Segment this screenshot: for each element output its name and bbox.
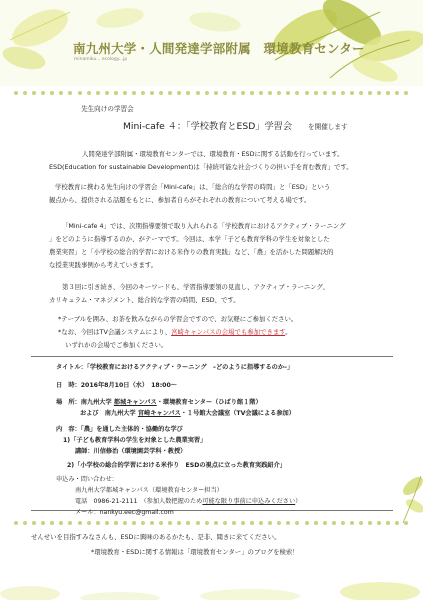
divider-dot (132, 91, 136, 95)
divider-dot (395, 91, 399, 95)
place-a3: ・環境教育センター（ひばり館１階） (156, 399, 262, 406)
divider-dot (68, 91, 72, 95)
divider-dot (14, 521, 18, 525)
detail-content-label: 内 容：「農」を通した主体的・協働的な学び (56, 426, 183, 433)
divider-dot (250, 521, 254, 525)
divider-dot (341, 91, 345, 95)
divider-dot (259, 521, 263, 525)
paragraph-3-line-4: な授業実践事例から考えていきます。 (49, 261, 158, 269)
divider-dot (404, 91, 408, 95)
divider-dot (114, 91, 118, 95)
divider-dot (114, 521, 118, 525)
divider-dot (305, 91, 309, 95)
detail-place-line-1 (56, 398, 262, 407)
note-2-c: 。 (285, 328, 292, 336)
divider-dot (386, 91, 390, 95)
divider-dot (223, 91, 227, 95)
note-3: いずれかの会場でご参加ください。 (65, 341, 168, 349)
divider-dot (277, 91, 281, 95)
paragraph-2-line-1: 学校教育に携わる先生向けの学習会「Mini-cafe」は、「総合的な学習の時間」と「ESD」という (55, 183, 331, 191)
divider-dot (386, 521, 390, 525)
leaf-ornament-icon (395, 468, 423, 528)
phone-highlight: 可能な限り事前に申込みください (202, 498, 296, 505)
divider-dot (323, 521, 327, 525)
divider-dot (87, 521, 91, 525)
audience-label: 先生向けの学習会 (81, 105, 134, 113)
divider-dot (196, 521, 200, 525)
divider-dot (168, 91, 172, 95)
divider-dot (32, 91, 36, 95)
divider-dot (132, 521, 136, 525)
divider-dot (150, 91, 154, 95)
paragraph-3-line-3: 農業実習」と「小学校の総合的学習における米作りの教育実践」など、「農」を活かした問題解決的 (49, 248, 334, 256)
divider-dot (214, 91, 218, 95)
divider-dot (295, 521, 299, 525)
divider-dot (332, 521, 336, 525)
divider-dot (177, 91, 181, 95)
divider-dot (41, 91, 45, 95)
paragraph-4-line-1: 第３回に引き続き、今回のキーワードも、学習指導要領の見直し、アクティブ・ラーニング、 (62, 283, 330, 291)
divider-dot (232, 91, 236, 95)
divider-dot (377, 521, 381, 525)
divider-dot (68, 521, 72, 525)
note-2-miyazaki-highlight: 宮崎キャンパスの会場でも参加できます (171, 328, 286, 336)
divider-dot (23, 91, 27, 95)
divider-dot (205, 521, 209, 525)
contact-email[interactable]: メール：nankyu.eec@gmail.com (75, 509, 174, 516)
paragraph-1-line-1: 人間発達学部附属・環境教育センターでは、環境教育・ESDに関する活動を行っています。 (82, 150, 344, 158)
divider-dot (78, 91, 82, 95)
content-item-1-speaker: 講師：川信修治（環境園芸学科・教授） (75, 448, 187, 455)
top-dot-divider (14, 90, 409, 96)
divider-dot (123, 521, 127, 525)
divider-dot (96, 521, 100, 525)
divider-dot (141, 91, 145, 95)
content-item-2-title: 2)「小学校の総合的学習における米作り ESDの視点に立った教育実践紹介」 (67, 462, 286, 469)
detail-date: 日 時：2016年8月10日（水） 18:00〜 (56, 382, 177, 389)
divider-dot (232, 521, 236, 525)
event-suffix: を開催します (308, 123, 348, 131)
paragraph-2-line-2: 観点から、提供される話題をもとに、参加者自らがそれぞれの教育について考える場です。 (49, 196, 311, 204)
place-label: 場 所： (56, 399, 81, 406)
divider-dot (78, 521, 82, 525)
divider-dot (223, 521, 227, 525)
divider-dot (87, 91, 91, 95)
place-b3: ・１号館大会議室（TV会議による参加） (180, 410, 295, 417)
divider-dot (250, 91, 254, 95)
divider-dot (168, 521, 172, 525)
divider-dot (32, 521, 36, 525)
divider-dot (286, 91, 290, 95)
divider-dot (205, 91, 209, 95)
detail-title (56, 363, 293, 372)
place-miyakonojo: 都城キャンパス (113, 399, 157, 406)
footer-line-1: せんせいを目指すみなさんも、ESDに興味のあるかたも、是非、聞きに来てください。 (31, 533, 281, 541)
divider-dot (350, 91, 354, 95)
divider-dot (141, 521, 145, 525)
detail-place-line-2 (80, 409, 295, 418)
contact-phone (75, 497, 301, 506)
divider-dot (323, 91, 327, 95)
footer-line-2: *環境教育・ESDに関する情報は「環境教育センター」のブログを検索！ (91, 548, 299, 556)
phone-a: 電話 0986-21-2111 （参加人数把握のため (75, 498, 203, 505)
divider-dot (277, 521, 281, 525)
title-text: 「学校教育におけるアクティブ・ラーニング –どのように指導するのか–」 (86, 364, 294, 371)
divider-dot (359, 521, 363, 525)
bottom-dot-divider (14, 520, 409, 526)
divider-dot (305, 521, 309, 525)
place-b1: および 南九州大学 (80, 410, 138, 417)
divider-dot (404, 521, 408, 525)
event-details-box (31, 356, 393, 516)
divider-dot (105, 521, 109, 525)
paragraph-1-line-2: ESD(Education for sustainable Development)は「持続可能な社会づくりの担い手を育む教育」です。 (49, 163, 353, 171)
divider-dot (241, 91, 245, 95)
header-banner (0, 0, 423, 86)
note-1: *テーブルを囲み、お茶を飲みながらの学習会ですので、お気軽にご参加ください。 (58, 315, 298, 323)
divider-dot (295, 91, 299, 95)
divider-dot (59, 521, 63, 525)
place-a1: 南九州大学 (80, 399, 114, 406)
divider-dot (105, 91, 109, 95)
divider-dot (341, 521, 345, 525)
divider-dot (196, 91, 200, 95)
note-2-a: *なお、今回はTV会議システムにより、 (58, 328, 172, 336)
contact-label: 申込み・問い合わせ： (56, 476, 118, 483)
divider-dot (186, 91, 190, 95)
divider-dot (96, 91, 100, 95)
divider-dot (359, 91, 363, 95)
divider-dot (41, 521, 45, 525)
org-title: 南九州大学・人間発達学部附属 環境教育センター (73, 41, 365, 56)
divider-dot (268, 91, 272, 95)
paragraph-3-line-2: 」をどのように指導するのか、がテーマです。今回は、本学「子ども教育学科の学生を対象とした (49, 235, 330, 243)
divider-dot (241, 521, 245, 525)
contact-org: 南九州大学都城キャンパス（環境教育センター担当） (75, 487, 223, 494)
divider-dot (368, 521, 372, 525)
divider-dot (377, 91, 381, 95)
divider-dot (159, 91, 163, 95)
divider-dot (314, 91, 318, 95)
divider-dot (368, 91, 372, 95)
divider-dot (268, 521, 272, 525)
note-2 (58, 328, 292, 337)
divider-dot (59, 91, 63, 95)
divider-dot (286, 521, 290, 525)
event-name: Mini-cafe ４：「学校教育とESD」学習会 (123, 121, 293, 132)
divider-dot (123, 91, 127, 95)
divider-dot (259, 91, 263, 95)
divider-dot (50, 521, 54, 525)
divider-dot (50, 91, 54, 95)
divider-dot (14, 91, 18, 95)
divider-dot (186, 521, 190, 525)
place-miyazaki: 宮崎キャンパス (137, 410, 181, 417)
divider-dot (350, 521, 354, 525)
divider-dot (332, 91, 336, 95)
footer-leaf-decoration (0, 560, 423, 600)
paragraph-4-line-2: カリキュラム・マネジメント、総合的な学習の時間、ESD、です。 (49, 296, 240, 304)
divider-dot (314, 521, 318, 525)
phone-c: ） (295, 498, 302, 505)
divider-dot (150, 521, 154, 525)
divider-dot (159, 521, 163, 525)
org-subtitle: minamiku... ecology...jp (74, 57, 128, 62)
divider-dot (214, 521, 218, 525)
divider-dot (177, 521, 181, 525)
divider-dot (23, 521, 27, 525)
paragraph-3-line-1: 「Mini-cafe 4」では、次期指導要領で取り入れられる「学校教育におけるアクティブ・ラーニング (62, 222, 346, 230)
title-label: タイトル： (56, 364, 87, 371)
divider-dot (395, 521, 399, 525)
content-item-1-title: 1)「子ども教育学科の学生を対象とした農業実習」 (63, 437, 207, 444)
event-title-line (123, 121, 348, 133)
